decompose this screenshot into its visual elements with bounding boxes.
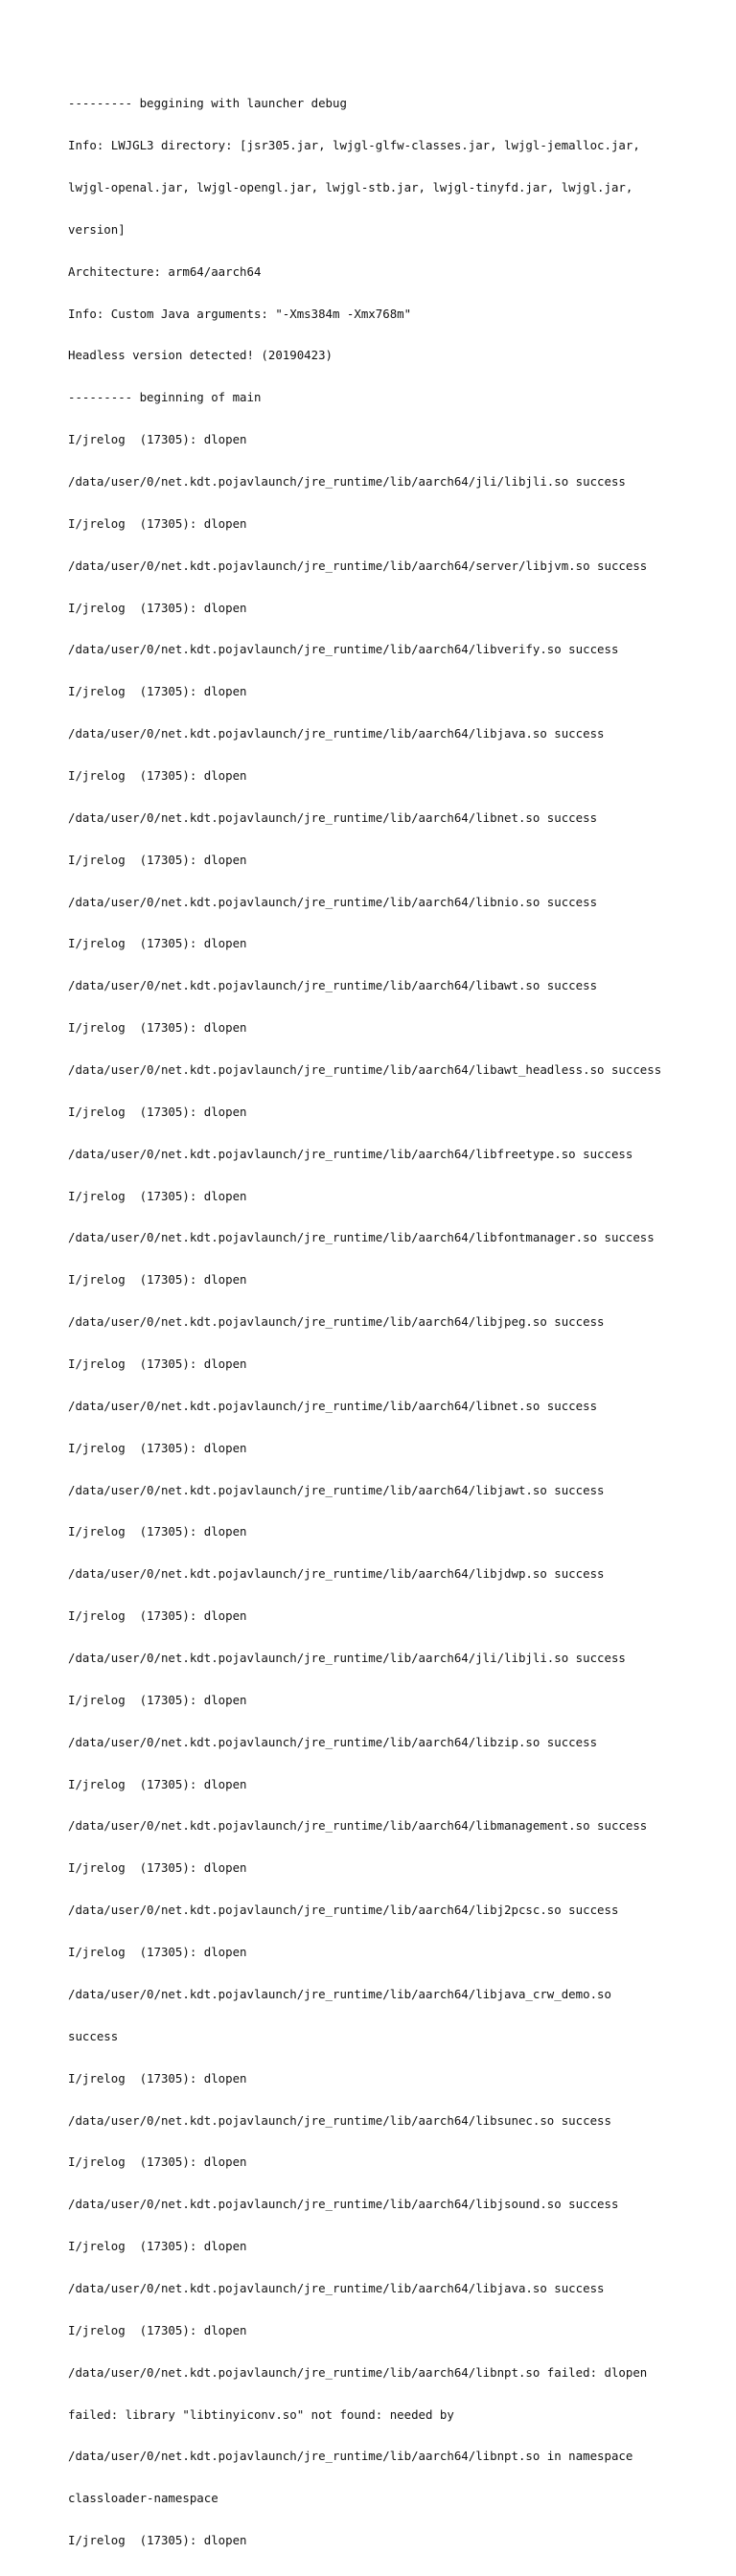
log-line: --------- beggining with launcher debug [68, 96, 347, 111]
log-line: /data/user/0/net.kdt.pojavlaunch/jre_runtime/lib/aarch64/libjava.so success [68, 2280, 605, 2295]
log-line: /data/user/0/net.kdt.pojavlaunch/jre_runtime/lib/aarch64/libverify.so success [68, 642, 619, 657]
log-line: I/jrelog (17305): dlopen [68, 2239, 247, 2254]
log-line: /data/user/0/net.kdt.pojavlaunch/jre_runtime/lib/aarch64/jli/libjli.so success [68, 473, 626, 489]
log-line: /data/user/0/net.kdt.pojavlaunch/jre_runtime/lib/aarch64/libnet.so success [68, 1398, 598, 1413]
log-line: I/jrelog (17305): dlopen [68, 1945, 247, 1960]
log-line: /data/user/0/net.kdt.pojavlaunch/jre_runtime/lib/aarch64/jli/libjli.so success [68, 1651, 626, 1666]
log-line: /data/user/0/net.kdt.pojavlaunch/jre_runtime/lib/aarch64/libjdwp.so success [68, 1566, 605, 1582]
log-line: I/jrelog (17305): dlopen [68, 432, 247, 447]
log-line: I/jrelog (17305): dlopen [68, 1860, 247, 1876]
log-line: I/jrelog (17305): dlopen [68, 2533, 247, 2548]
log-text [68, 69, 701, 2576]
log-line: I/jrelog (17305): dlopen [68, 515, 247, 531]
log-line: lwjgl-openal.jar, lwjgl-opengl.jar, lwjgl-stb.jar, lwjgl-tinyfd.jar, lwjgl.jar, [68, 179, 633, 194]
log-line: /data/user/0/net.kdt.pojavlaunch/jre_runtime/lib/aarch64/libfontmanager.so success [68, 1230, 655, 1245]
log-line: I/jrelog (17305): dlopen [68, 2322, 247, 2337]
log-line: success [68, 2028, 119, 2043]
log-line: I/jrelog (17305): dlopen [68, 2154, 247, 2170]
log-line: /data/user/0/net.kdt.pojavlaunch/jre_runtime/lib/aarch64/libfreetype.so success [68, 1146, 633, 1161]
log-line: /data/user/0/net.kdt.pojavlaunch/jre_runtime/lib/aarch64/libzip.so success [68, 1734, 598, 1749]
log-line: I/jrelog (17305): dlopen [68, 684, 247, 699]
log-line: failed: library "libtinyiconv.so" not found: needed by [68, 2406, 454, 2422]
log-line: I/jrelog (17305): dlopen [68, 1020, 247, 1036]
log-line: /data/user/0/net.kdt.pojavlaunch/jre_runtime/lib/aarch64/libjawt.so success [68, 1482, 605, 1497]
log-line: /data/user/0/net.kdt.pojavlaunch/jre_runtime/lib/aarch64/libawt_headless.so success [68, 1062, 662, 1078]
log-line: I/jrelog (17305): dlopen [68, 1524, 247, 1539]
log-line: /data/user/0/net.kdt.pojavlaunch/jre_runtime/lib/aarch64/libmanagement.so success [68, 1818, 648, 1834]
log-line: I/jrelog (17305): dlopen [68, 1188, 247, 1203]
log-line: --------- beginning of main [68, 390, 262, 405]
log-line: version] [68, 221, 126, 237]
log-line: /data/user/0/net.kdt.pojavlaunch/jre_runtime/lib/aarch64/libnio.so success [68, 894, 598, 909]
log-line: /data/user/0/net.kdt.pojavlaunch/jre_runtime/lib/aarch64/libjsound.so success [68, 2197, 619, 2212]
log-line: /data/user/0/net.kdt.pojavlaunch/jre_runtime/lib/aarch64/server/libjvm.so success [68, 558, 648, 573]
log-line: /data/user/0/net.kdt.pojavlaunch/jre_runtime/lib/aarch64/libnet.so success [68, 809, 598, 825]
log-line: Headless version detected! (20190423) [68, 348, 334, 363]
log-line: I/jrelog (17305): dlopen [68, 1272, 247, 1288]
log-line: /data/user/0/net.kdt.pojavlaunch/jre_runtime/lib/aarch64/libnpt.so in namespace [68, 2449, 633, 2464]
log-line: I/jrelog (17305): dlopen [68, 852, 247, 867]
log-line: I/jrelog (17305): dlopen [68, 2070, 247, 2086]
log-line: Info: LWJGL3 directory: [jsr305.jar, lwjgl-glfw-classes.jar, lwjgl-jemalloc.jar, [68, 138, 640, 153]
log-line: classloader-namespace [68, 2491, 218, 2506]
log-line: Architecture: arm64/aarch64 [68, 263, 262, 279]
log-line: I/jrelog (17305): dlopen [68, 1692, 247, 1707]
log-line: /data/user/0/net.kdt.pojavlaunch/jre_runtime/lib/aarch64/libjava.so success [68, 726, 605, 741]
log-line: I/jrelog (17305): dlopen [68, 600, 247, 615]
log-line: I/jrelog (17305): dlopen [68, 1440, 247, 1455]
log-line: I/jrelog (17305): dlopen [68, 1776, 247, 1791]
log-line: /data/user/0/net.kdt.pojavlaunch/jre_runtime/lib/aarch64/libsunec.so success [68, 2112, 611, 2128]
log-line: I/jrelog (17305): dlopen [68, 1104, 247, 1119]
log-line: /data/user/0/net.kdt.pojavlaunch/jre_runtime/lib/aarch64/libawt.so success [68, 978, 598, 993]
log-line: Info: Custom Java arguments: "-Xms384m -Xmx768m" [68, 306, 412, 321]
log-line: I/jrelog (17305): dlopen [68, 936, 247, 951]
log-line: I/jrelog (17305): dlopen [68, 768, 247, 783]
log-line: /data/user/0/net.kdt.pojavlaunch/jre_runtime/lib/aarch64/libjpeg.so success [68, 1314, 605, 1330]
log-line: /data/user/0/net.kdt.pojavlaunch/jre_runtime/lib/aarch64/libj2pcsc.so success [68, 1903, 619, 1918]
log-line: I/jrelog (17305): dlopen [68, 1356, 247, 1372]
log-line: /data/user/0/net.kdt.pojavlaunch/jre_runtime/lib/aarch64/libjava_crw_demo.so [68, 1986, 611, 2001]
log-line: /data/user/0/net.kdt.pojavlaunch/jre_runtime/lib/aarch64/libnpt.so failed: dlopen [68, 2364, 648, 2380]
log-line: I/jrelog (17305): dlopen [68, 1608, 247, 1624]
